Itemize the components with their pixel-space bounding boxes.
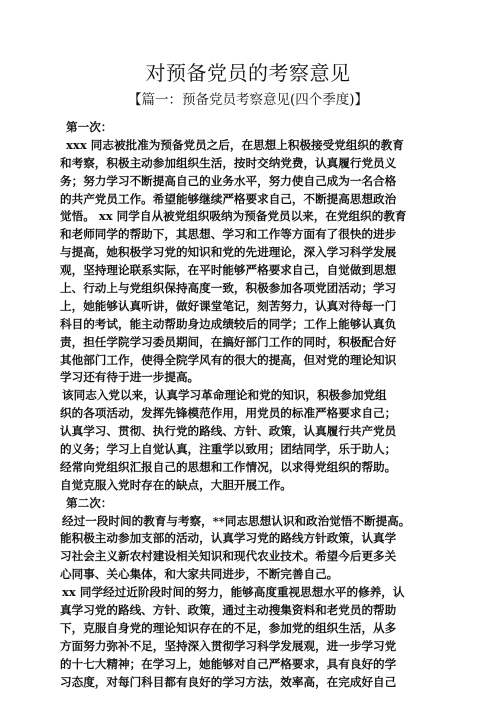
paragraph-line: 和考察，积极主动参加组织生活，按时交纳党费，认真履行党员义 (60, 155, 397, 170)
document-title: 对预备党员的考察意见 (145, 61, 351, 85)
paragraph-line: 责，担任学院学习委员期间，在搞好部门工作的同时，积极配合好 (60, 334, 397, 349)
document-body (60, 119, 452, 692)
paragraph-line: 务；努力学习不断提高自己的业务水平，努力使自己成为一名合格 (60, 173, 397, 188)
paragraph-line: 其他部门工作，使得全院学风有的很大的提高，但对党的理论知识 (60, 352, 397, 367)
paragraph-line: 的义务；学习上自觉认真，注重学以致用；团结同学，乐于助人； (60, 442, 397, 457)
paragraph-line: 能积极主动参加支部的活动，认真学习党的路线方针政策，认真学 (60, 531, 397, 546)
paragraph-line: 习社会主义新农村建设相关知识和现代农业技术。希望今后更多关 (60, 549, 397, 564)
paragraph-line: 上，她能够认真听讲，做好课堂笔记，刻苦努力，认真对待每一门 (60, 298, 397, 313)
paragraph-line: 的十七大精神；在学习上，她能够对自己严格要求，具有良好的学 (60, 656, 397, 671)
paragraph-line: 觉悟。 xx 同学自从被党组织吸纳为预备党员以来，在党组织的教育 (60, 209, 407, 224)
paragraph-line: 自觉克服入党时存在的缺点，大胆开展工作。 (60, 477, 292, 492)
paragraph-line: 和老师同学的帮助下，其思想、学习和工作等方面有了很快的进步 (60, 227, 397, 242)
paragraph-line: 观，坚持理论联系实际，在平时能够严格要求自己，自觉做到思想 (60, 263, 397, 278)
paragraph-line: 真学习党的路线、方针、政策，通过主动搜集资料和老党员的帮助 (60, 603, 397, 618)
paragraph-line: 经过一段时间的教育与考察，**同志思想认识和政治觉悟不断提高。 (62, 513, 411, 528)
paragraph-line: 方面努力弥补不足，坚持深入贯彻学习科学发展观，进一步学习党 (60, 638, 397, 653)
paragraph-line: 下，克服自身党的理论知识存在的不足，参加党的组织生活，从多 (60, 620, 397, 635)
paragraph-line: 经常向党组织汇报自己的思想和工作情况，以求得党组织的帮助。 (60, 459, 397, 474)
document-subtitle: 【篇一：预备党员考察意见(四个季度)】 (127, 92, 369, 108)
paragraph-line: 科目的考试，能主动帮助身边成绩较后的同学；工作上能够认真负 (60, 316, 397, 331)
paragraph-line: 心同事、关心集体，和大家共同进步，不断完善自己。 (60, 567, 339, 582)
section-heading-first: 第一次： (66, 120, 113, 134)
section-heading-second: 第二次： (66, 495, 113, 510)
paragraph-line: 的共产党员工作。希望能够继续严格要求自己，不断提高思想政治 (60, 191, 397, 206)
paragraph-line: xxx 同志被批准为预备党员之后，在思想上积极接受党组织的教育 (66, 137, 404, 152)
paragraph-line: 认真学习、贯彻、执行党的路线、方针、政策，认真履行共产党员 (60, 424, 397, 439)
paragraph-line: xx 同学经过近阶段时间的努力，能够高度重视思想水平的修养，认 (62, 585, 405, 600)
paragraph-line: 织的各项活动，发挥先锋模范作用，用党员的标准严格要求自己； (60, 406, 397, 421)
paragraph-line: 习态度，对每门科目都有良好的学习方法，效率高，在完成好自己 (60, 674, 397, 689)
paragraph-line: 上、行动上与党组织保持高度一致，积极参加各项党团活动；学习 (60, 281, 397, 296)
paragraph-line: 该同志入党以来，认真学习革命理论和党的知识，积极参加党组 (62, 388, 387, 403)
paragraph-line: 与提高，她积极学习党的知识和党的先进理论，深入学习科学发展 (60, 245, 397, 260)
paragraph-line: 学习还有待于进一步提高。 (60, 370, 200, 385)
